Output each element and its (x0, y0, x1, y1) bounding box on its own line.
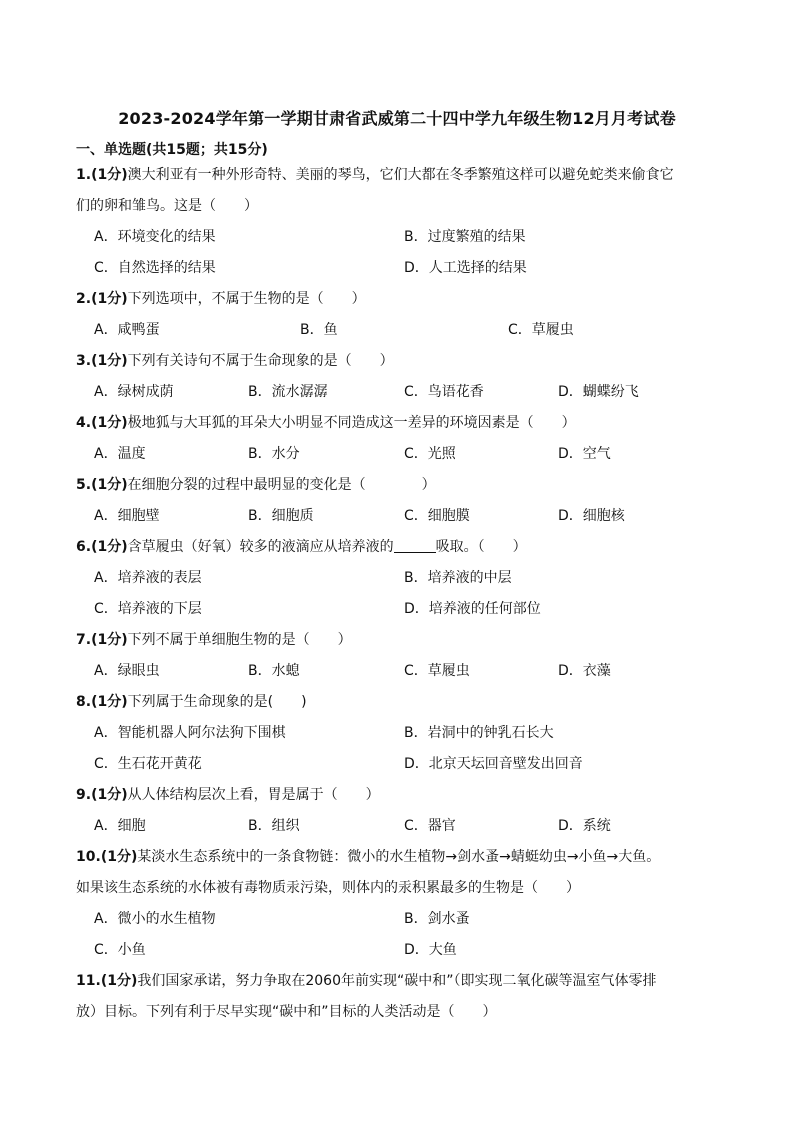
question-7 (76, 625, 726, 656)
answer-blank (394, 538, 436, 553)
question-text: 极地狐与大耳狐的耳朵大小明显不同造成这一差异的环境因素是（ ） (127, 415, 576, 431)
question-list (76, 160, 726, 1028)
option-d: D．大鱼 (404, 942, 457, 958)
option-a: A．智能机器人阿尔法狗下围棋 (94, 725, 286, 741)
question-text-continued: 放）目标。下列有利于尽早实现“碳中和”目标的人类活动是（ ） (76, 1004, 497, 1020)
option-row (76, 904, 726, 935)
option-row (76, 253, 726, 284)
question-text: 下列属于生命现象的是( ) (127, 694, 307, 710)
question-8 (76, 687, 726, 718)
question-number: 3. (76, 353, 92, 369)
option-row (76, 377, 726, 408)
option-d: D．衣藻 (558, 663, 611, 679)
question-score: (1分) (91, 291, 128, 307)
option-row (76, 563, 726, 594)
question-score: (1分) (91, 477, 128, 493)
option-row (76, 749, 726, 780)
question-score: (1分) (100, 973, 138, 989)
question-text-end: 吸取。（ ） (435, 539, 527, 555)
question-score: (1分) (91, 353, 128, 369)
option-b: B．细胞质 (248, 508, 314, 524)
section-heading: 一、单选题(共15题；共15分) (76, 142, 268, 158)
question-number: 10. (76, 849, 101, 865)
option-a: A．微小的水生植物 (94, 911, 216, 927)
question-5 (76, 470, 726, 501)
question-text: 我们国家承诺，努力争取在2060年前实现“碳中和”（即实现二氧化碳等温室气体零排 (137, 973, 657, 989)
option-d: D．北京天坛回音壁发出回音 (404, 756, 583, 772)
question-11 (76, 966, 726, 997)
question-10 (76, 842, 726, 873)
question-text: 从人体结构层次上看，胃是属于（ ） (127, 787, 380, 803)
question-number: 6. (76, 539, 92, 555)
option-d: D．蝴蝶纷飞 (558, 384, 639, 400)
option-row (76, 501, 726, 532)
option-b: B．剑水蚤 (404, 911, 470, 927)
option-b: B．培养液的中层 (404, 570, 512, 586)
question-score: (1分) (91, 694, 128, 710)
option-c: C．培养液的下层 (94, 601, 202, 617)
question-text-continued: 们的卵和雏鸟。这是（ ） (76, 198, 258, 214)
question-2 (76, 284, 726, 315)
option-b: B．岩洞中的钟乳石长大 (404, 725, 554, 741)
option-row (76, 222, 726, 253)
option-d: D．人工选择的结果 (404, 260, 527, 276)
option-d: D．培养液的任何部位 (404, 601, 541, 617)
option-b: B．水螅 (248, 663, 300, 679)
option-b: B．流水潺潺 (248, 384, 328, 400)
option-row (76, 439, 726, 470)
question-4 (76, 408, 726, 439)
question-text: 下列选项中，不属于生物的是（ ） (127, 291, 366, 307)
question-9 (76, 780, 726, 811)
option-row (76, 315, 726, 346)
question-score: (1分) (100, 849, 138, 865)
option-a: A．咸鸭蛋 (94, 322, 160, 338)
question-number: 1. (76, 167, 92, 183)
option-row (76, 594, 726, 625)
question-number: 7. (76, 632, 92, 648)
question-3 (76, 346, 726, 377)
option-d: D．空气 (558, 446, 611, 462)
option-c: C．器官 (404, 818, 456, 834)
question-score: (1分) (91, 167, 128, 183)
option-b: B．水分 (248, 446, 300, 462)
option-c: C．细胞膜 (404, 508, 470, 524)
option-c: C．鸟语花香 (404, 384, 484, 400)
question-score: (1分) (91, 539, 128, 555)
option-c: C．草履虫 (404, 663, 470, 679)
option-c: C．草履虫 (508, 322, 574, 338)
page-title: 2023-2024学年第一学期甘肃省武威第二十四中学九年级生物12月月考试卷 (118, 109, 676, 128)
question-6 (76, 532, 726, 563)
question-1 (76, 160, 726, 191)
question-text: 在细胞分裂的过程中最明显的变化是（ ） (127, 477, 436, 493)
question-score: (1分) (91, 415, 128, 431)
question-number: 9. (76, 787, 92, 803)
question-score: (1分) (91, 632, 128, 648)
question-number: 5. (76, 477, 92, 493)
question-text: 某淡水生态系统中的一条食物链：微小的水生植物→剑水蚤→蜻蜓幼虫→小鱼→大鱼。 (137, 849, 661, 865)
option-b: B．鱼 (300, 322, 338, 338)
question-text-continued: 如果该生态系统的水体被有毒物质汞污染，则体内的汞积累最多的生物是（ ） (76, 880, 580, 896)
option-row (76, 718, 726, 749)
option-d: D．细胞核 (558, 508, 625, 524)
question-text: 含草履虫（好氧）较多的液滴应从培养液的 (127, 539, 394, 555)
question-number: 8. (76, 694, 92, 710)
question-text: 澳大利亚有一种外形奇特、美丽的琴鸟，它们大都在冬季繁殖这样可以避免蛇类来偷食它 (127, 167, 674, 183)
option-row (76, 811, 726, 842)
question-number: 11. (76, 973, 101, 989)
option-c: C．小鱼 (94, 942, 146, 958)
option-row (76, 656, 726, 687)
question-score: (1分) (91, 787, 128, 803)
option-c: C．光照 (404, 446, 456, 462)
option-a: A．细胞壁 (94, 508, 160, 524)
question-number: 2. (76, 291, 92, 307)
option-c: C．自然选择的结果 (94, 260, 216, 276)
question-number: 4. (76, 415, 92, 431)
option-b: B．组织 (248, 818, 300, 834)
option-a: A．培养液的表层 (94, 570, 202, 586)
option-d: D．系统 (558, 818, 611, 834)
option-a: A．绿树成荫 (94, 384, 174, 400)
question-text: 下列不属于单细胞生物的是（ ） (127, 632, 352, 648)
option-row (76, 935, 726, 966)
question-text: 下列有关诗句不属于生命现象的是（ ） (127, 353, 394, 369)
option-a: A．环境变化的结果 (94, 229, 216, 245)
option-c: C．生石花开黄花 (94, 756, 202, 772)
option-a: A．细胞 (94, 818, 146, 834)
option-a: A．温度 (94, 446, 146, 462)
option-b: B．过度繁殖的结果 (404, 229, 526, 245)
option-a: A．绿眼虫 (94, 663, 160, 679)
